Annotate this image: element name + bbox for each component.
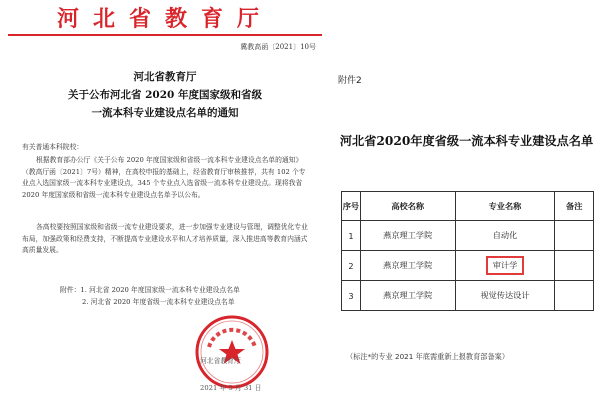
title-line-1: 河北省教育厅 [133,71,197,83]
document-header: 河北省教育厅 [56,6,273,32]
remark [555,251,594,281]
remark [555,221,594,251]
official-seal [193,313,271,391]
col-header-major: 专业名称 [455,192,555,221]
document-number: 冀教高函〔2021〕10号 [240,43,316,51]
body-paragraph-1: 根据教育部办公厅《关于公布 2020 年度国家级和省级一流本科专业建设点名单的通知》（教高厅函〔2021〕7号）精神，在高校申报的基础上，经省教育厅审核推荐，共有 102 个专业点入选国家级一流本科专业建设点，345 个专业点入选省级一流本科专业建设点。现将我省 2020 年度国家级和省级一流本科专业建设点名单予以公布。 [22,156,306,199]
table-row [342,221,594,251]
annex-label: 附件2 [338,76,362,86]
table-header-row [342,192,594,221]
school-name: 燕京理工学院 [360,281,455,311]
remark [555,281,594,311]
table-row [342,281,594,311]
table-row [342,251,594,281]
addressee: 有关普通本科院校： [22,143,84,151]
signature: 河北省教育厅 [200,357,241,365]
footnote: （标注*的专业 2021 年底需重新上报教育部备案） [346,352,510,361]
title-line-3: 一流本科专业建设点名单的通知 [91,107,239,119]
body-paragraph-2: 各高校要按照国家级和省级一流专业建设要求，进一步加强专业建设与管理，调整优化专业布局，加强政策和经费支持，不断提高专业建设水平和人才培养质量，深入推进高等教育内涵式高质量发展。 [22,223,308,254]
header-divider [8,34,322,36]
attachment-2: 2. 河北省 2020 年度省级一流本科专业建设点名单 [82,298,235,306]
school-name: 燕京理工学院 [360,251,455,281]
attachment-1: 附件：1. 河北省 2020 年度国家级一流本科专业建设点名单 [60,286,240,294]
col-header-no: 序号 [342,192,361,221]
highlighted-major: 审计学 [486,256,525,275]
issue-date: 2021 年 3 月 31 日 [200,384,262,392]
major-list-table [341,191,594,311]
school-name: 燕京理工学院 [360,221,455,251]
row-number: 2 [342,251,361,281]
col-header-school: 高校名称 [360,192,455,221]
major-name: 自动化 [455,221,555,251]
list-title: 河北省2020年度省级一流本科专业建设点名单 [339,134,594,148]
major-name: 视觉传达设计 [455,281,555,311]
row-number: 3 [342,281,361,311]
title-line-2: 关于公布河北省 2020 年度国家级和省级 [67,89,263,101]
row-number: 1 [342,221,361,251]
col-header-remark: 备注 [555,192,594,221]
major-name-cell [455,251,555,281]
